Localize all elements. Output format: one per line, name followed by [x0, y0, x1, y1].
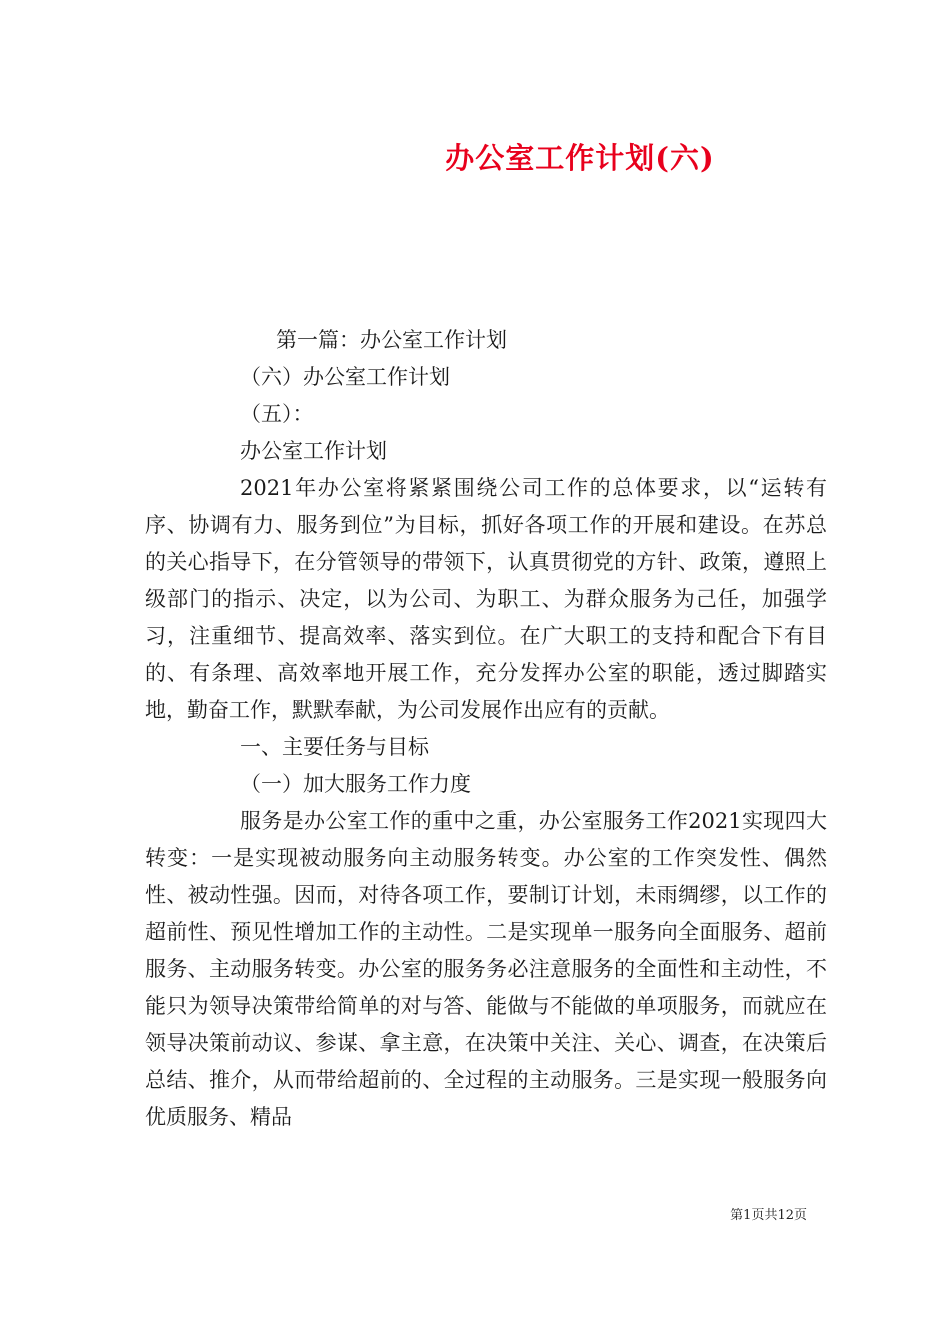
document-title: 办公室工作计划(六) [445, 141, 715, 175]
document-body [145, 322, 827, 1136]
heading-five: （五）： [240, 402, 314, 426]
paragraph-service: 服务是办公室工作的重中之重，办公室服务工作2021实现四大转变：一是实现被动服务向主动服务转变。办公室的工作突发性、偶然性、被动性强。因而，对待各项工作，要制订计划，未雨绸缪，以工作的超前性、预见性增加工作的主动性。二是实现单一服务向全面服务、超前服务、主动服务转变。办公室的服务务必注意服务的全面性和主动性，不能只为领导决策带给简单的对与答、能做与不能做的单项服务，而就应在领导决策前动议、参谋、拿主意，在决策中关注、关心、调查，在决策后总结、推介，从而带给超前的、全过程的主动服务。三是实现一般服务向优质服务、精品 [145, 809, 827, 1129]
subsection-heading-service: （一）加大服务工作力度 [240, 772, 471, 796]
page-number-footer: 第1页共12页 [730, 1208, 807, 1223]
paragraph-intro: 2021年办公室将紧紧围绕公司工作的总体要求，以“运转有序、协调有力、服务到位”为目标，抓好各项工作的开展和建设。在苏总的关心指导下，在分管领导的带领下，认真贯彻党的方针、政策，遵照上级部门的指示、决定，以为公司、为职工、为群众服务为己任，加强学习，注重细节、提高效率、落实到位。在广大职工的支持和配合下有目的、有条理、高效率地开展工作，充分发挥办公室的职能，透过脚踏实地，勤奋工作，默默奉献，为公司发展作出应有的贡献。 [145, 476, 827, 722]
heading-plan: 办公室工作计划 [240, 439, 387, 463]
heading-six: （六）办公室工作计划 [240, 365, 450, 389]
section-heading-main-tasks: 一、主要任务与目标 [240, 735, 429, 759]
heading-chapter-one: 第一篇：办公室工作计划 [276, 328, 507, 352]
